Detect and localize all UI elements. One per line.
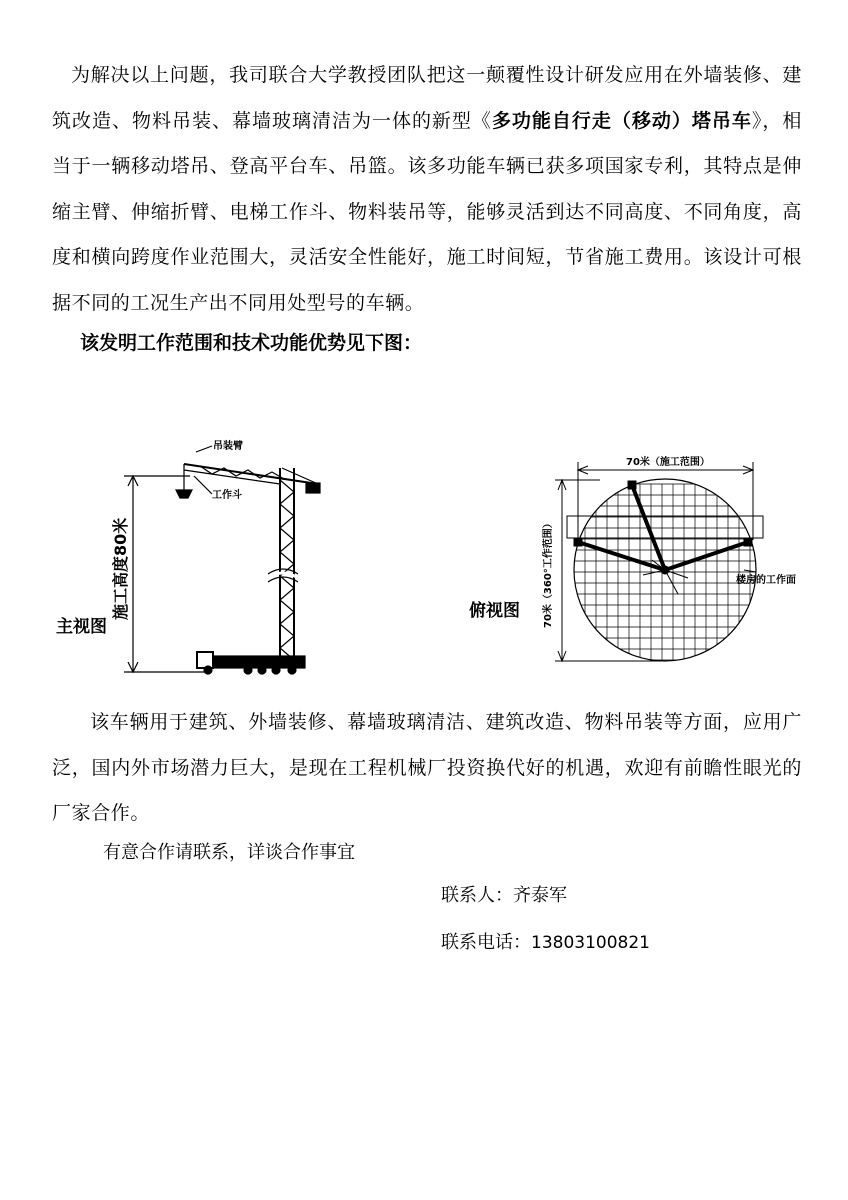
contact-phone-label: 联系电话：: [441, 932, 531, 953]
intro-text-after: 》，相当于一辆移动塔吊、登高平台车、吊篮。该多功能车辆已获多项国家专利，其特点是伸缩主臂、伸缩折臂、电梯工作斗、物料装吊等，能够灵活到达不同高度、不同角度，高度和横向跨度作业范围大，灵活安全性能好，施工时间短，节省施工费用。该设计可根据不同的工况生产出不同用处型号的车辆。: [52, 109, 802, 314]
top-view-title: 俯视图: [469, 601, 520, 621]
diameter-label: 70米（360°工作范围）: [543, 518, 554, 628]
front-view-title: 主视图: [56, 617, 107, 637]
invitation-text: 有意合作请联系，详谈合作事宜: [103, 842, 355, 863]
contact-person-label: 联系人：: [441, 885, 513, 906]
building-label: 楼房的工作面: [736, 575, 796, 586]
application-paragraph: 该车辆用于建筑、外墙装修、幕墙玻璃清洁、建筑改造、物料吊装等方面，应用广泛，国内外市场潜力巨大，是现在工程机械厂投资换代好的机遇，欢迎有前瞻性眼光的厂家合作。: [52, 711, 802, 824]
bucket-label: 工作斗: [212, 490, 242, 501]
height-label: 施工高度80米: [111, 517, 130, 620]
intro-text-before: 为解决以上问题，我司联合大学教授团队把这一颠覆性设计研发应用在外墙装修、建筑改造、物料吊装、幕墙玻璃清洁为一体的新型《: [52, 64, 802, 132]
contact-person-name: 齐泰军: [513, 885, 567, 906]
contact-phone: [441, 923, 650, 963]
product-name: 多功能自行走（移动）塔吊车: [491, 109, 752, 132]
boom-label: 吊装臂: [213, 441, 243, 452]
contact-phone-number: 13803100821: [531, 933, 650, 953]
width-label: 70米（施工范围）: [626, 457, 710, 468]
contact-person: [441, 876, 567, 916]
figure-caption: 该发明工作范围和技术功能优势见下图：: [80, 332, 423, 354]
